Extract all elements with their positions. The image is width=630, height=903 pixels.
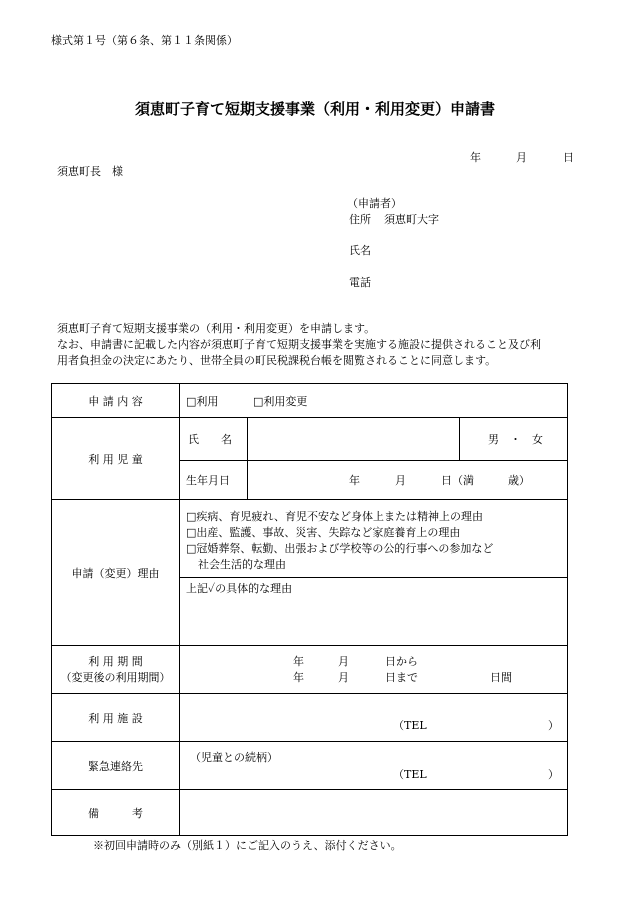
- addressee: 須恵町長 様: [57, 165, 123, 178]
- form-id: 様式第１号（第６条、第１１条関係）: [51, 34, 238, 47]
- birth-month: 月: [395, 474, 406, 487]
- period-to-day: 日まで: [385, 671, 418, 684]
- child-name-label-cell: [180, 418, 248, 461]
- remarks-label: 備 考: [52, 790, 180, 836]
- row-facility: [52, 694, 568, 742]
- date-year: 年: [470, 151, 481, 164]
- reason-options: [180, 500, 568, 578]
- birth-field[interactable]: [248, 461, 568, 500]
- reason-option-3-cont: 社会生活的な理由: [198, 558, 286, 571]
- statement-line-1: 須恵町子育て短期支援事業の（利用・利用変更）を申請します。: [57, 322, 376, 335]
- reason-option-2[interactable]: □出産、監護、事故、災害、失踪など家庭養育上の理由: [186, 526, 461, 539]
- footnote: ※初回申請時のみ（別紙１）にご記入のうえ、添付ください。: [93, 839, 402, 852]
- child-name-label: 氏 名: [188, 433, 232, 446]
- period-from-month: 月: [338, 655, 349, 668]
- reason-label: 申請（変更）理由: [52, 500, 180, 646]
- period-field[interactable]: [180, 646, 568, 694]
- remarks-field[interactable]: [180, 790, 568, 836]
- period-label: 利 用 期 間: [88, 654, 143, 668]
- row-reason: [52, 500, 568, 578]
- page-title: 須恵町子育て短期支援事業（利用・利用変更）申請書: [134, 100, 495, 118]
- facility-field[interactable]: [180, 694, 568, 742]
- emergency-tel: （TEL: [393, 768, 427, 781]
- date-day: 日: [563, 151, 574, 164]
- child-label: 利 用 児 童: [52, 418, 180, 500]
- row-period: [52, 646, 568, 694]
- applicant-name-label: 氏名: [349, 244, 371, 257]
- period-from-day: 日から: [385, 655, 418, 668]
- gender-options[interactable]: 男 ・ 女: [488, 433, 543, 446]
- date-month: 月: [516, 151, 527, 164]
- reason-option-3[interactable]: □冠婚葬祭、転勤、出張および学校等の公的行事への参加など: [186, 542, 494, 555]
- child-name-field[interactable]: [248, 418, 460, 461]
- option-use-checkbox[interactable]: □利用: [186, 395, 219, 408]
- reason-option-1[interactable]: □疾病、育児疲れ、育児不安など身体上または精神上の理由: [186, 510, 484, 523]
- applicant-address-value: 須恵町大字: [384, 213, 439, 226]
- row-content: [52, 384, 568, 418]
- facility-tel-close: ）: [548, 719, 559, 732]
- period-label-sub: （変更後の利用期間）: [60, 670, 171, 684]
- period-to-year: 年: [293, 671, 304, 684]
- facility-label: 利 用 施 設: [52, 694, 180, 742]
- content-label: 申 請 内 容: [52, 384, 180, 418]
- content-options: [180, 384, 568, 418]
- birth-year: 年: [349, 474, 360, 487]
- applicant-phone-label: 電話: [349, 276, 371, 289]
- statement-line-3: 用者負担金の決定にあたり、世帯全員の町民税課税台帳を閲覧されることに同意します。: [57, 354, 497, 367]
- birth-age: 歳）: [508, 474, 530, 487]
- period-label-cell: [52, 646, 180, 694]
- row-child-name: [52, 418, 568, 461]
- option-change-checkbox[interactable]: □利用変更: [253, 395, 308, 408]
- reason-detail-label: 上記✓の具体的な理由: [186, 582, 293, 595]
- birth-label: 生年月日: [186, 474, 230, 487]
- applicant-address-label: 住所: [349, 213, 371, 226]
- facility-tel: （TEL: [393, 719, 427, 732]
- emergency-label: 緊急連絡先: [52, 742, 180, 790]
- period-days: 日間: [490, 671, 512, 684]
- application-table: [51, 383, 568, 836]
- statement-line-2: なお、申請書に記載した内容が須恵町子育て短期支援事業を実施する施設に提供されること及び利: [57, 338, 541, 351]
- period-to-month: 月: [338, 671, 349, 684]
- emergency-field[interactable]: [180, 742, 568, 790]
- birth-day: 日（満: [441, 474, 474, 487]
- row-remarks: [52, 790, 568, 836]
- birth-label-cell: [180, 461, 248, 500]
- emergency-tel-close: ）: [548, 768, 559, 781]
- reason-detail-field[interactable]: [180, 578, 568, 646]
- gender-cell[interactable]: [460, 418, 568, 461]
- emergency-relation: （児童との続柄）: [190, 751, 278, 764]
- row-emergency: [52, 742, 568, 790]
- applicant-heading: （申請者）: [347, 197, 402, 210]
- period-from-year: 年: [293, 655, 304, 668]
